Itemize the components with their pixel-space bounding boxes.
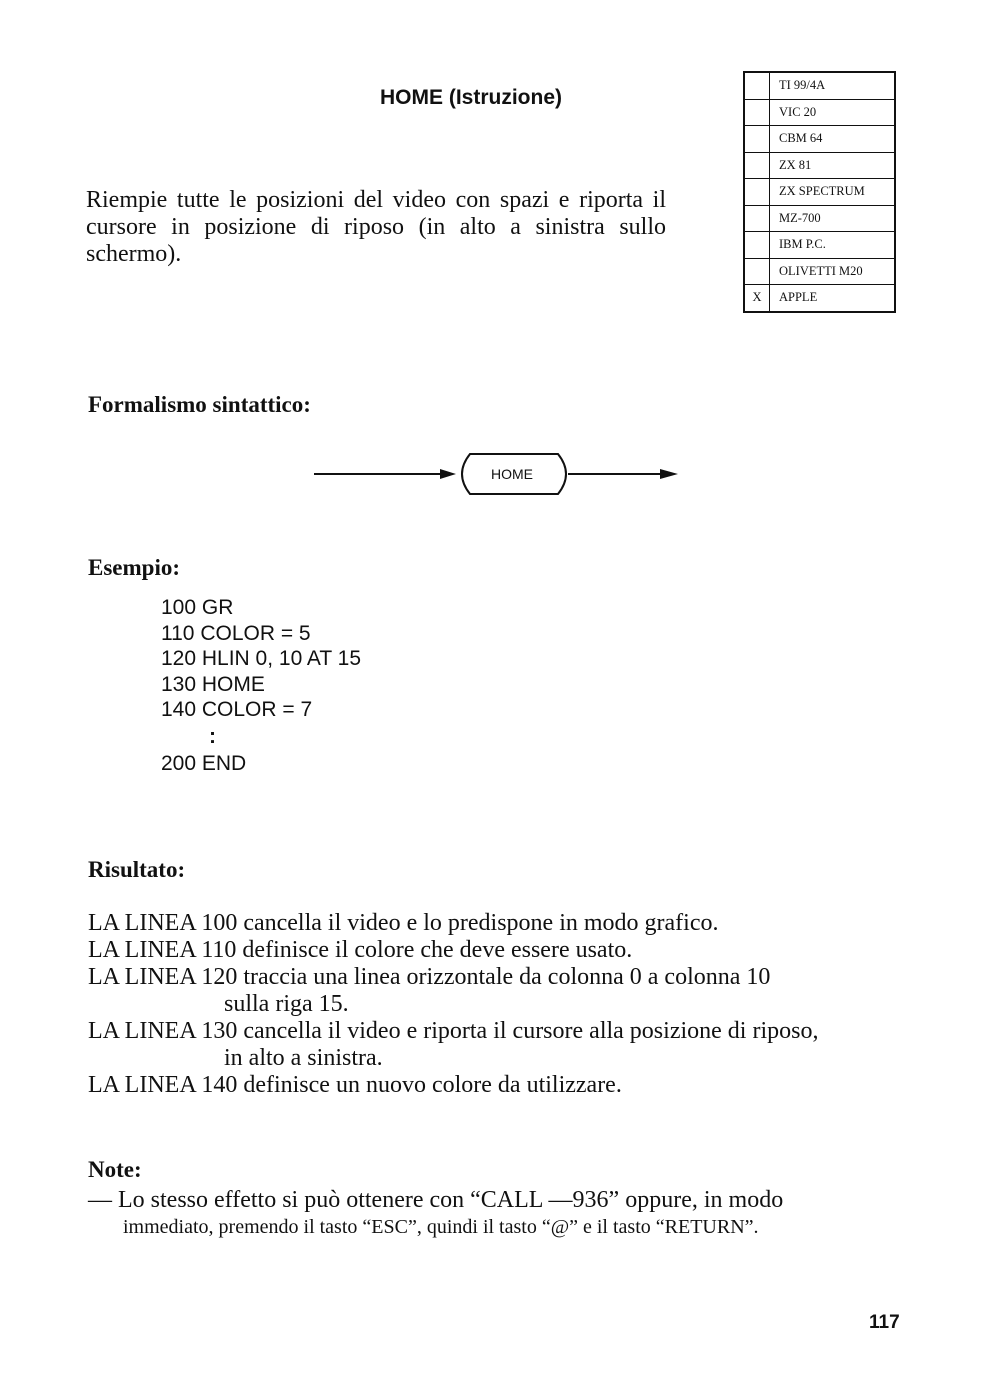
result-line-continuation: in alto a sinistra. — [224, 1045, 383, 1071]
compatibility-machine: TI 99/4A — [770, 72, 896, 99]
compatibility-row — [744, 205, 895, 232]
syntax-diagram — [310, 450, 690, 500]
page-number: 117 — [869, 1312, 900, 1333]
page-title: HOME (Istruzione) — [380, 86, 562, 109]
compatibility-mark: X — [744, 285, 770, 312]
compatibility-mark — [744, 99, 770, 126]
compatibility-mark — [744, 152, 770, 179]
result-line: LA LINEA 130 cancella il video e riporta il cursore alla posizione di riposo, — [88, 1018, 819, 1044]
result-heading: Risultato: — [88, 857, 186, 882]
code-line: 120 HLIN 0, 10 AT 15 — [161, 647, 362, 670]
compatibility-machine: ZX SPECTRUM — [770, 179, 896, 206]
compatibility-row — [744, 126, 895, 153]
syntax-exit-arrowhead — [660, 469, 678, 479]
compatibility-mark — [744, 232, 770, 259]
compatibility-row — [744, 72, 895, 99]
result-line: LA LINEA 100 cancella il video e lo predispone in modo grafico. — [88, 910, 719, 936]
syntax-keyword: HOME — [491, 466, 533, 482]
result-line: LA LINEA 140 definisce un nuovo colore da utilizzare. — [88, 1072, 622, 1098]
compatibility-machine: OLIVETTI M20 — [770, 258, 896, 285]
compatibility-machine: IBM P.C. — [770, 232, 896, 259]
result-line: LA LINEA 120 traccia una linea orizzontale da colonna 0 a colonna 10 — [88, 964, 771, 990]
compatibility-machine: CBM 64 — [770, 126, 896, 153]
compatibility-machine: MZ-700 — [770, 205, 896, 232]
compatibility-row — [744, 258, 895, 285]
result-line: LA LINEA 110 definisce il colore che deve essere usato. — [88, 937, 633, 963]
example-code — [161, 595, 361, 776]
code-line: 130 HOME — [161, 672, 265, 696]
code-ellipsis: : — [209, 724, 216, 748]
compatibility-mark — [744, 258, 770, 285]
code-line: 100 GR — [161, 596, 234, 619]
syntax-entry-arrowhead — [440, 469, 456, 479]
compatibility-machine: ZX 81 — [770, 152, 896, 179]
compatibility-mark — [744, 72, 770, 99]
compatibility-row — [744, 179, 895, 206]
compatibility-machine: VIC 20 — [770, 99, 896, 126]
instruction-description: Riempie tutte le posizioni del video con spazi e riporta il cursore in posizione di riposo (in alto a sinistra sullo schermo). — [86, 187, 666, 267]
compatibility-row — [744, 285, 895, 312]
compatibility-table — [743, 71, 896, 313]
example-heading: Esempio: — [88, 555, 180, 580]
syntax-heading: Formalismo sintattico: — [88, 392, 311, 417]
compatibility-row — [744, 232, 895, 259]
compatibility-row — [744, 152, 895, 179]
note-text — [88, 1187, 898, 1241]
note-line: immediato, premendo il tasto “ESC”, quindi il tasto “@” e il tasto “RETURN”. — [123, 1216, 759, 1238]
compatibility-mark — [744, 205, 770, 232]
result-line-continuation: sulla riga 15. — [224, 991, 349, 1017]
note-heading: Note: — [88, 1157, 142, 1182]
compatibility-mark — [744, 179, 770, 206]
code-line: 110 COLOR = 5 — [161, 621, 311, 645]
note-line: — Lo stesso effetto si può ottenere con “CALL —936” oppure, in modo — [88, 1187, 784, 1213]
compatibility-machine: APPLE — [770, 285, 896, 312]
compatibility-mark — [744, 126, 770, 153]
compatibility-row — [744, 99, 895, 126]
result-list — [88, 910, 898, 1099]
code-line: 140 COLOR = 7 — [161, 698, 313, 721]
code-line: 200 END — [161, 751, 247, 775]
